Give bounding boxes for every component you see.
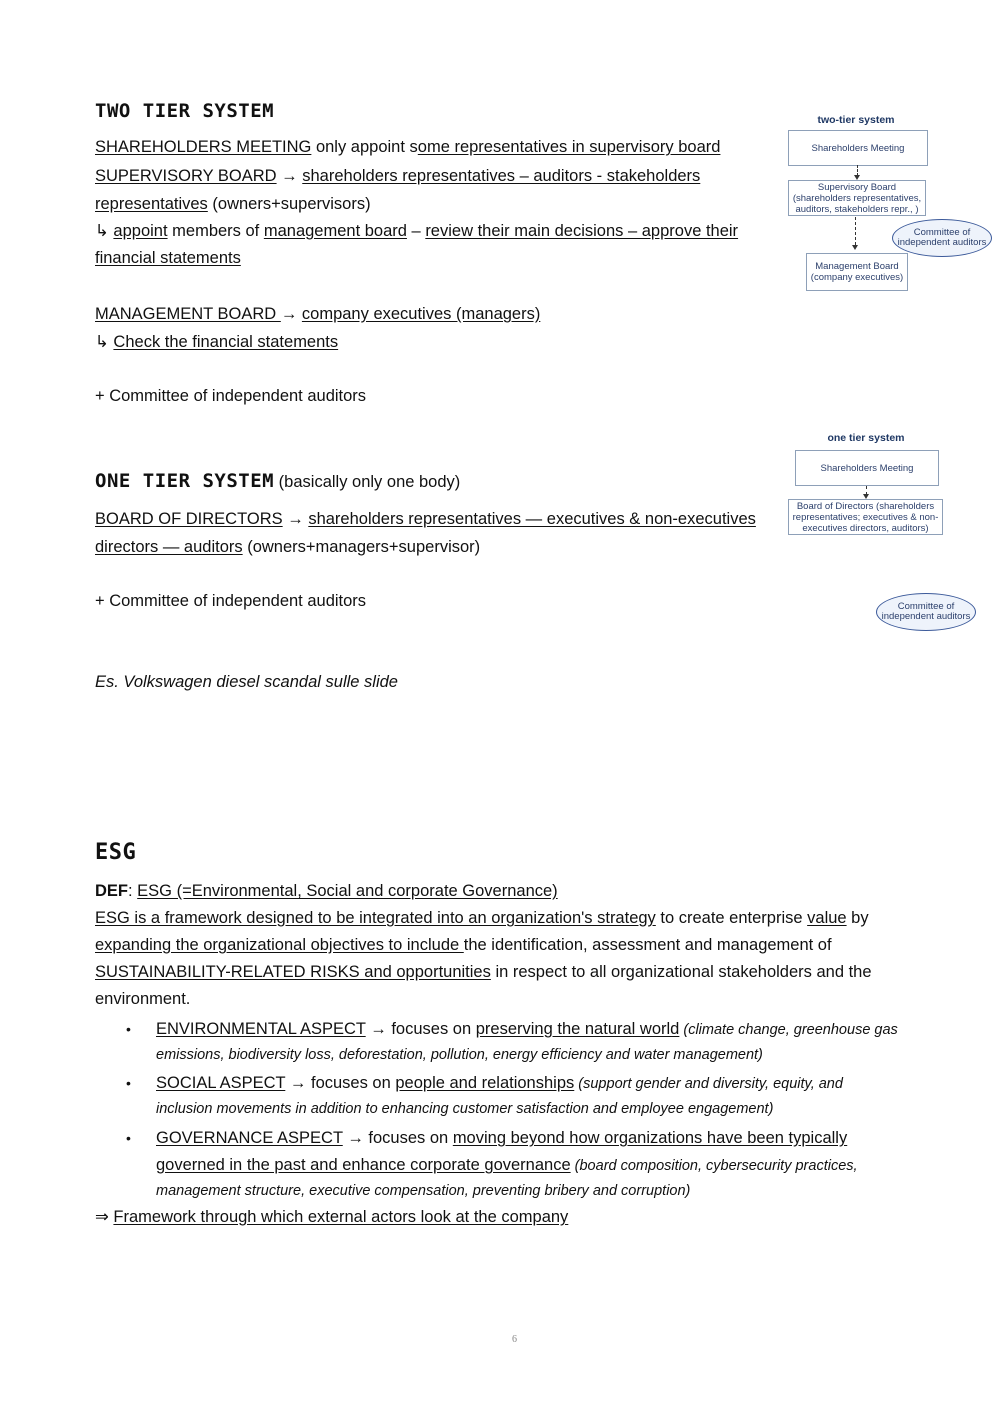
- one-tier-line-3: [95, 591, 366, 611]
- text: + Committee of independent auditors: [95, 592, 367, 610]
- text: financial statements: [95, 249, 241, 267]
- text: shareholders representatives – auditors - stakeholders: [302, 167, 701, 185]
- diagram-box-supervisory-board: Supervisory Board (shareholders representatives, auditors, stakeholders repr., ): [788, 180, 926, 216]
- text: → focuses on: [342, 1129, 453, 1147]
- text: ENVIRONMENTAL ASPECT: [156, 1020, 366, 1038]
- implies-arrow: ⇒: [95, 1208, 114, 1226]
- return-arrow: ↳: [95, 333, 114, 351]
- return-arrow: ↳: [95, 222, 114, 240]
- text: → focuses on: [285, 1074, 396, 1092]
- text: ESG is a framework designed to be integrated into an organization's strategy: [95, 909, 656, 927]
- bullet-environmental-line-2: [156, 1045, 763, 1065]
- text: representatives: [95, 195, 208, 213]
- bullet-governance-line-3: [156, 1181, 690, 1201]
- supervisory-board-term: SUPERVISORY BOARD: [95, 167, 277, 185]
- text: ome representatives in supervisory board: [417, 138, 721, 156]
- diagram-box-management-board: Management Board (company executives): [806, 253, 908, 291]
- text: + Committee of independent auditors: [95, 387, 367, 405]
- bullet-governance-line-1: [156, 1128, 847, 1148]
- text: environment.: [95, 990, 191, 1008]
- diagram-ellipse-committee: Committee of independent auditors: [892, 219, 992, 257]
- text: preserving the natural world: [475, 1020, 680, 1038]
- two-tier-line-5: [95, 248, 241, 268]
- text: Es. Volkswagen diesel scandal sulle slide: [95, 673, 398, 691]
- one-tier-line-2: [95, 537, 480, 557]
- text: to create enterprise: [655, 909, 808, 927]
- text: emissions, biodiversity loss, deforestation, pollution, energy efficiency and water management): [156, 1047, 763, 1063]
- example-note: [95, 672, 398, 692]
- diagram-arrowhead: [852, 245, 858, 250]
- text: members of: [167, 222, 264, 240]
- diagram-ellipse-committee: Committee of independent auditors: [876, 593, 976, 631]
- esg-conclusion: [95, 1207, 568, 1227]
- arrow: →: [282, 510, 309, 528]
- text: :: [128, 882, 138, 900]
- text: management structure, executive compensation, preventing bribery and corruption): [156, 1183, 691, 1199]
- text: SUSTAINABILITY-RELATED RISKS and opportunities: [95, 963, 491, 981]
- page-number: 6: [512, 1334, 517, 1345]
- text: → focuses on: [365, 1020, 476, 1038]
- text: (board composition, cybersecurity practices,: [570, 1158, 858, 1174]
- two-tier-line-4: [95, 221, 738, 241]
- two-tier-line-3: [95, 194, 371, 214]
- text: by: [846, 909, 869, 927]
- text: the identification, assessment and management of: [463, 936, 832, 954]
- management-board-term: MANAGEMENT BOARD: [95, 305, 281, 323]
- esg-heading: ESG: [95, 840, 137, 865]
- two-tier-line-6: [95, 304, 540, 324]
- diagram-arrow: [855, 217, 856, 245]
- text: review their main decisions – approve their: [425, 222, 739, 240]
- esg-paragraph-line-3: [95, 962, 872, 982]
- text: ESG (=Environmental, Social and corporate Governance): [137, 882, 558, 900]
- text: only appoint s: [311, 138, 418, 156]
- arrow: →: [276, 167, 303, 185]
- two-tier-line-8: [95, 386, 366, 406]
- bullet-social-line-2: [156, 1099, 773, 1119]
- text: Check the financial statements: [113, 333, 339, 351]
- bullet-governance-line-2: [156, 1155, 858, 1176]
- text: expanding the organizational objectives to include: [95, 936, 464, 954]
- two-tier-heading: TWO TIER SYSTEM: [95, 100, 275, 122]
- text: people and relationships: [395, 1074, 575, 1092]
- text: (owners+supervisors): [207, 195, 371, 213]
- text: governed in the past and enhance corporate governance: [156, 1156, 571, 1174]
- shareholders-meeting-term: SHAREHOLDERS MEETING: [95, 138, 312, 156]
- arrow: →: [280, 305, 302, 323]
- text: (owners+managers+supervisor): [242, 538, 481, 556]
- text: shareholders representatives — executives & non-executives: [308, 510, 756, 528]
- one-tier-line-1: [95, 509, 756, 529]
- diagram-box-shareholders-meeting: Shareholders Meeting: [795, 450, 939, 486]
- def-label: DEF: [95, 882, 128, 900]
- one-tier-heading: ONE TIER SYSTEM: [95, 470, 275, 492]
- bullet-environmental-line-1: [156, 1019, 898, 1040]
- text: directors — auditors: [95, 538, 243, 556]
- text: –: [406, 222, 426, 240]
- text: company executives (managers): [301, 305, 541, 323]
- two-tier-line-7: [95, 332, 338, 352]
- board-of-directors-term: BOARD OF DIRECTORS: [95, 510, 283, 528]
- esg-paragraph-line-2: [95, 935, 832, 955]
- text: management board: [263, 222, 407, 240]
- text: (support gender and diversity, equity, and: [574, 1076, 843, 1092]
- bullet-dot: •: [126, 1075, 131, 1091]
- bullet-dot: •: [126, 1130, 131, 1146]
- two-tier-line-1: [95, 137, 720, 157]
- bullet-social-line-1: [156, 1073, 843, 1094]
- one-tier-heading-note: (basically only one body): [274, 473, 461, 491]
- esg-paragraph-line-4: [95, 989, 190, 1009]
- text: (climate change, greenhouse gas: [679, 1022, 898, 1038]
- diagram-title: two-tier system: [817, 114, 895, 126]
- text: in respect to all organizational stakeholders and the: [490, 963, 872, 981]
- bullet-dot: •: [126, 1021, 131, 1037]
- one-tier-heading-line: [95, 470, 460, 492]
- text: Framework through which external actors look at the company: [113, 1208, 569, 1226]
- text: appoint: [113, 222, 168, 240]
- text: GOVERNANCE ASPECT: [156, 1129, 343, 1147]
- text: SOCIAL ASPECT: [156, 1074, 286, 1092]
- text: moving beyond how organizations have been typically: [452, 1129, 848, 1147]
- diagram-box-shareholders-meeting: Shareholders Meeting: [788, 130, 928, 166]
- esg-paragraph-line-1: [95, 908, 869, 928]
- diagram-title: one tier system: [827, 432, 905, 444]
- text: value: [807, 909, 847, 927]
- esg-definition: [95, 881, 558, 901]
- diagram-box-board-of-directors: Board of Directors (shareholders representatives; executives & non-executives directors, auditors): [788, 499, 943, 535]
- two-tier-line-2: [95, 166, 700, 186]
- text: inclusion movements in addition to enhancing customer satisfaction and employee engagement): [156, 1101, 774, 1117]
